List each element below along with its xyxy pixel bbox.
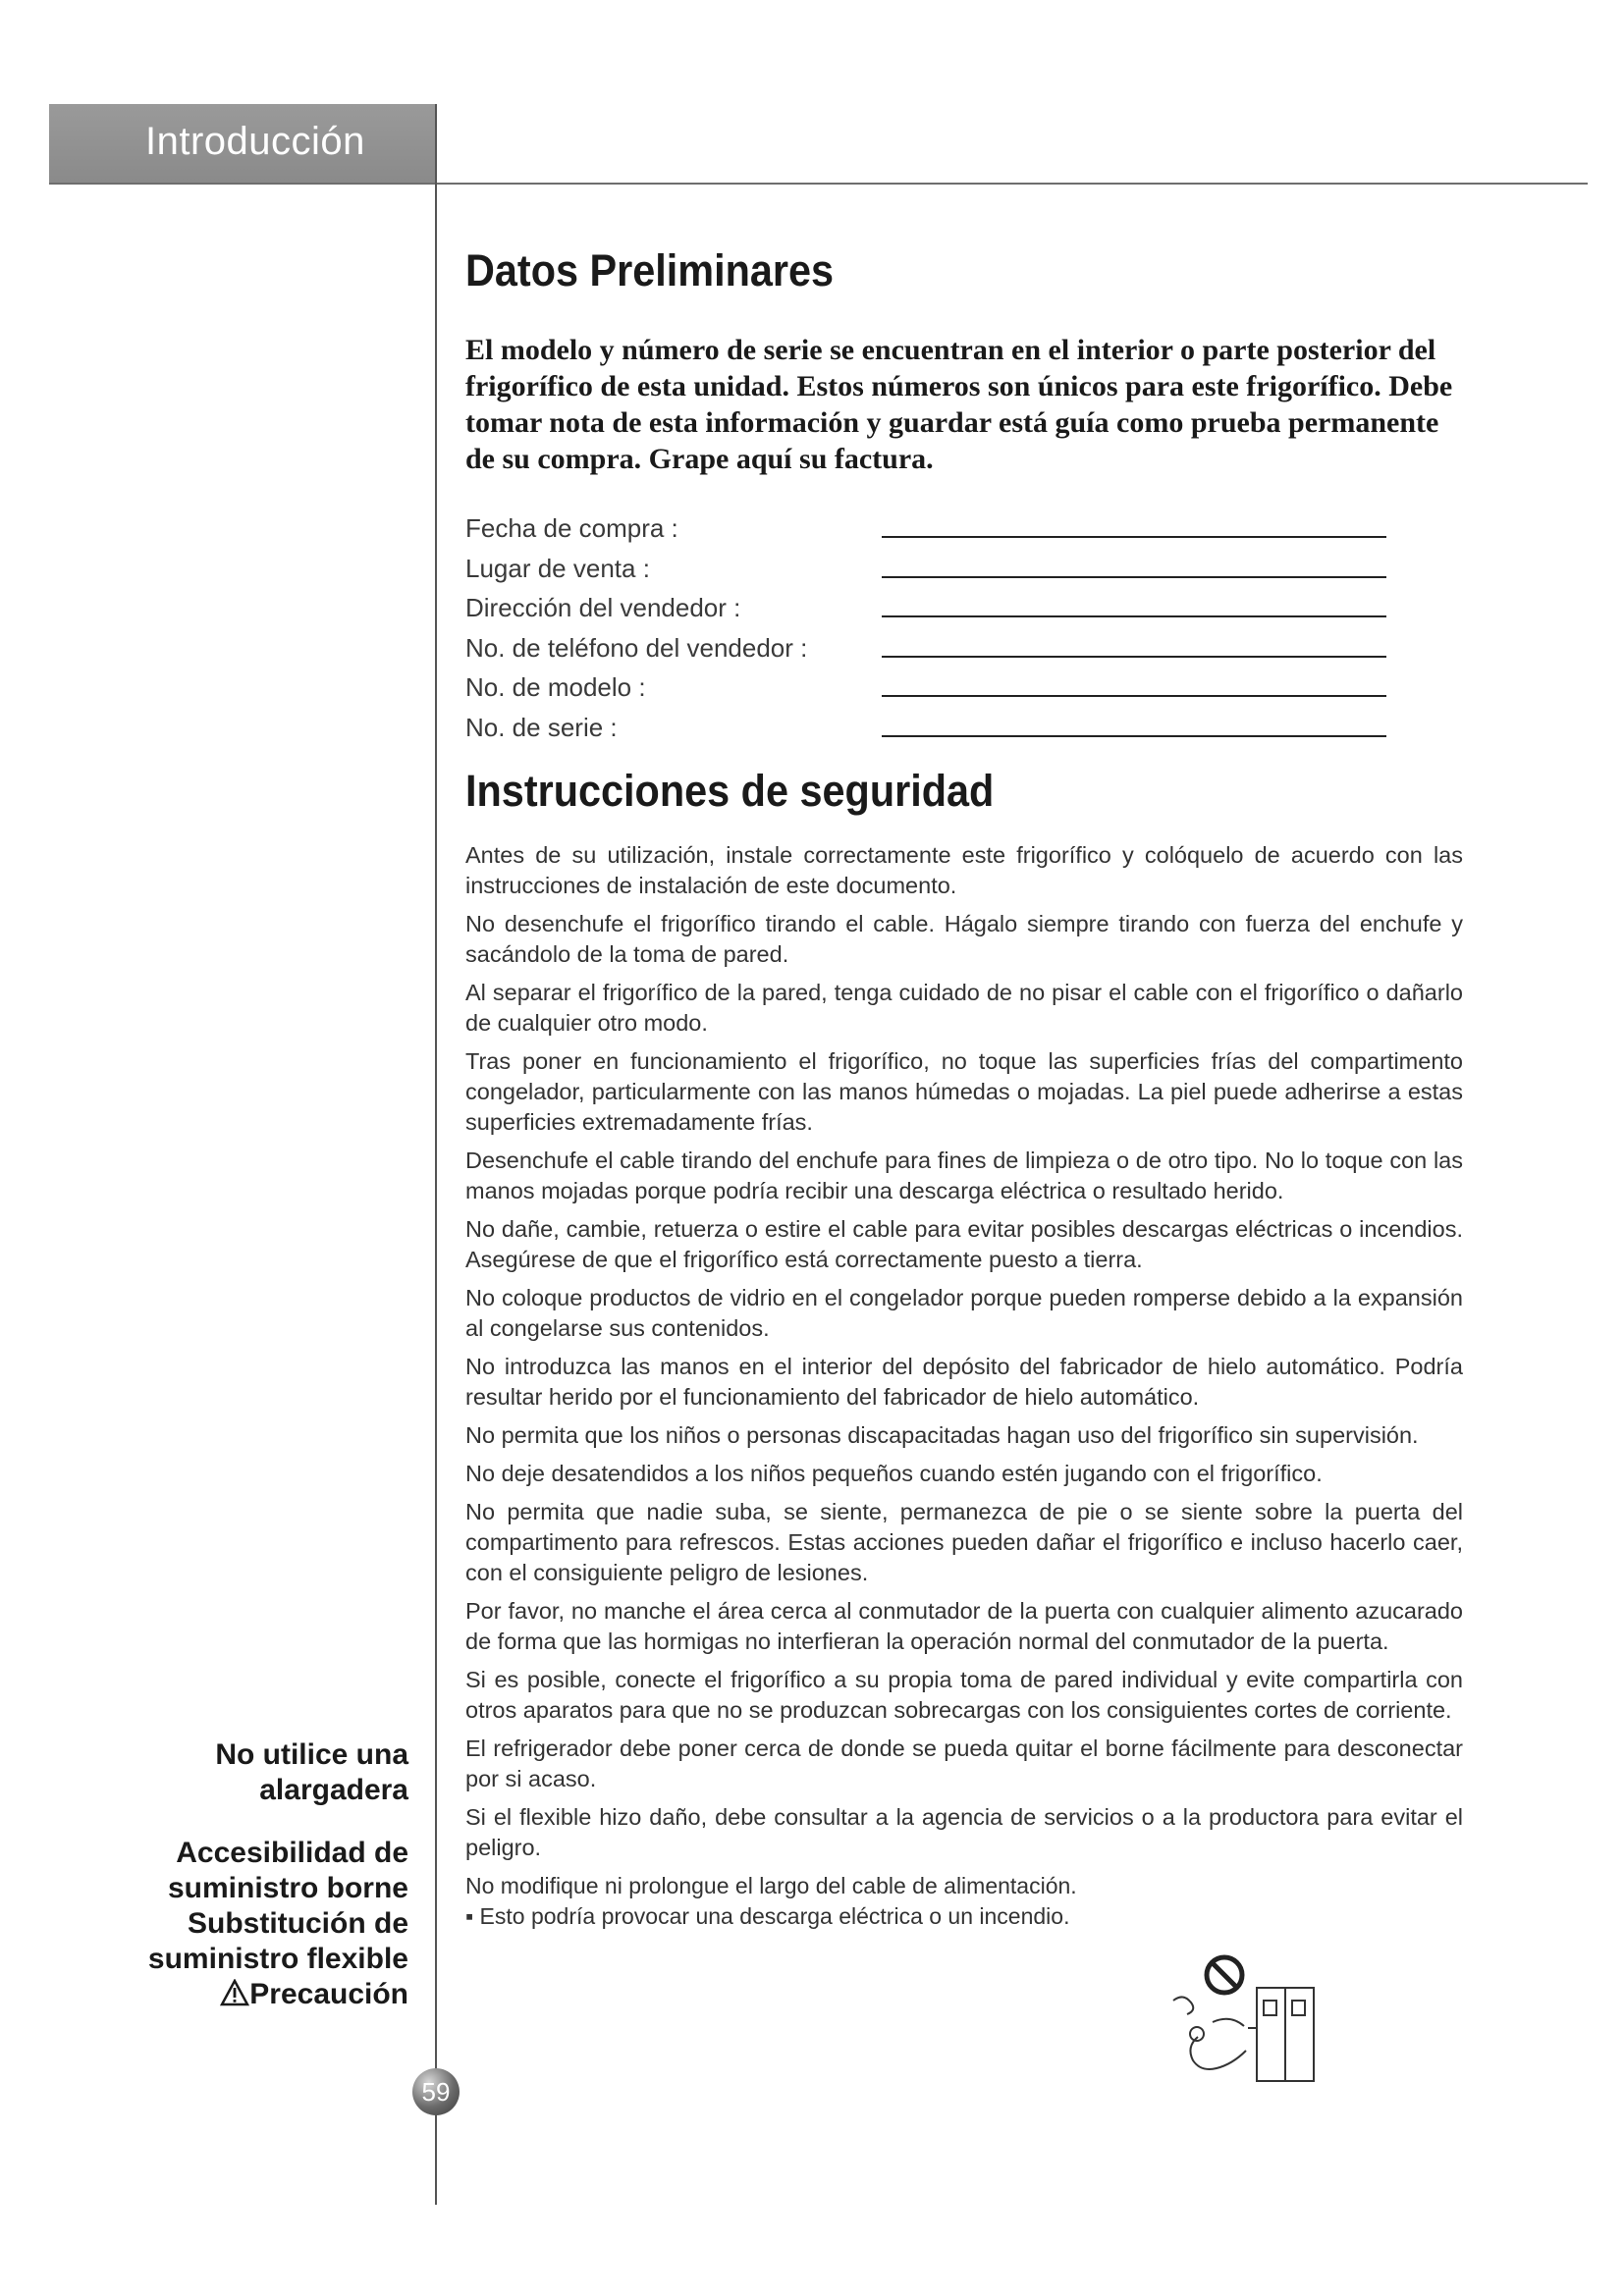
cable-warning-line: No modifique ni prolongue el largo del cable de alimentación. (465, 1872, 1077, 1898)
refrigerator-icon (1257, 1988, 1314, 2081)
instruction-paragraph: El refrigerador debe poner cerca de donde se pueda quitar el borne fácilmente para desconectar por si acaso. (465, 1735, 1463, 1791)
section-title: Introducción (145, 120, 365, 163)
form-label: No. de teléfono del vendedor : (465, 632, 808, 663)
instruction-paragraph: No desenchufe el frigorífico tirando el cable. Hágalo siempre tirando con fuerza del enchufe y sacándolo de la toma de pared. (465, 910, 1463, 967)
plug-cord-icon (1173, 1997, 1256, 2069)
instruction-paragraph: No introduzca las manos en el interior del depósito del fabricador de hielo automático. Podría resultar herido por el funcionamiento del fabricador de hielo automático. (465, 1353, 1463, 1410)
instruction-paragraph: Tras poner en funcionamiento el frigorífico, no toque las superficies frías del compartimento congelador, particularmente con las manos húmedas o mojadas. La piel puede adherirse a estas superficies extremadamente frías. (465, 1047, 1463, 1135)
form-label: No. de modelo : (465, 672, 646, 703)
safety-instructions (465, 840, 1463, 1932)
section-header-tab (49, 104, 437, 185)
warning-triangle-icon (220, 1978, 249, 2010)
instruction-paragraph: Desenchufe el cable tirando del enchufe para fines de limpieza o de otro tipo. No lo toque con las manos mojadas porque podría recibir una descarga eléctrica o resultado herido. (465, 1147, 1463, 1203)
instruction-paragraph: Si es posible, conecte el frigorífico a su propia toma de pared individual y evite compartirla con otros aparatos para que no se produzcan sobrecargas con los consiguientes cortes de corriente. (465, 1666, 1463, 1723)
header-divider (437, 183, 1588, 185)
instruction-paragraph: Antes de su utilización, instale correctamente este frigorífico y colóquelo de acuerdo con las instrucciones de instalación de este documento. (465, 841, 1463, 898)
form-blank-line (882, 656, 1386, 658)
form-row (465, 549, 1463, 589)
sidenote-accesibilidad: Accesibilidad de suministro borne (167, 1837, 408, 1904)
sidenote-substitucion: Substitución de suministro flexible (147, 1907, 408, 1975)
cable-warning-bullet: Esto podría provocar una descarga eléctrica o un incendio. (479, 1902, 1070, 1929)
form-row (465, 588, 1463, 628)
instruction-paragraph: Por favor, no manche el área cerca al conmutador de la puerta con cualquier alimento azucarado de forma que las hormigas no interfieran la operación normal del conmutador de la puerta. (465, 1597, 1463, 1654)
form-label: Dirección del vendedor : (465, 593, 741, 623)
instruction-paragraph: No permita que los niños o personas discapacitadas hagan uso del frigorífico sin supervisión. (465, 1421, 1419, 1448)
form-row (465, 708, 1463, 748)
datos-title: Datos Preliminares (465, 245, 835, 295)
form-row (465, 508, 1463, 549)
form-blank-line (882, 695, 1386, 697)
form-blank-line (882, 735, 1386, 737)
cable-warning (465, 1871, 1153, 1932)
cable-warning-bullet-row (465, 1901, 1153, 1932)
seguridad-title: Instrucciones de seguridad (465, 765, 995, 816)
instruction-paragraph: Si el flexible hizo daño, debe consultar a la agencia de servicios o a la productora para evitar el peligro. (465, 1803, 1463, 1860)
form-blank-line (882, 536, 1386, 538)
instruction-paragraph: Al separar el frigorífico de la pared, tenga cuidado de no pisar el cable con el frigorífico o dañarlo de cualquier otro modo. (465, 979, 1463, 1036)
form-label: Fecha de compra : (465, 513, 678, 543)
datos-intro: El modelo y número de serie se encuentran en el interior o parte posterior del frigorífico de esta unidad. Estos números son únicos para este frigorífico. Debe tomar nota de esta información y guardar está guía como prueba permanente de su compra. Grape aquí su factura. (465, 334, 1453, 475)
instruction-paragraph: No permita que nadie suba, se siente, permanezca de pie o se siente sobre la puerta del compartimento para refrescos. Estas acciones pueden dañar el frigorífico e incluso hacerlo caer, con el consiguiente peligro de lesiones. (465, 1498, 1463, 1585)
form-label: Lugar de venta : (465, 553, 650, 583)
instruction-paragraph: No deje desatendidos a los niños pequeños cuando estén jugando con el frigorífico. (465, 1460, 1323, 1486)
bullet-icon: ▪ (465, 1902, 480, 1929)
instruction-paragraph: No dañe, cambie, retuerza o estire el cable para evitar posibles descargas eléctricas o incendios. Asegúrese de que el frigorífico está correctamente puesto a tierra. (465, 1215, 1463, 1272)
sidenote-extension: No utilice una alargadera (215, 1738, 408, 1806)
left-column-rule (435, 104, 437, 2205)
main-content (465, 245, 1463, 1932)
page-number-badge: 59 (412, 2068, 460, 2115)
no-extension-cord-illustration (1154, 1953, 1321, 2086)
sidenote-precaucion (84, 1977, 408, 2012)
form-row (465, 628, 1463, 668)
instruction-paragraph: No coloque productos de vidrio en el congelador porque pueden romperse debido a la expansión al congelarse sus contenidos. (465, 1284, 1463, 1341)
precaucion-label: Precaución (249, 1978, 408, 2010)
form-blank-line (882, 576, 1386, 578)
purchase-info-form (465, 508, 1463, 748)
form-label: No. de serie : (465, 712, 618, 742)
no-symbol-icon (1207, 1957, 1242, 1993)
form-blank-line (882, 615, 1386, 617)
form-row (465, 667, 1463, 708)
